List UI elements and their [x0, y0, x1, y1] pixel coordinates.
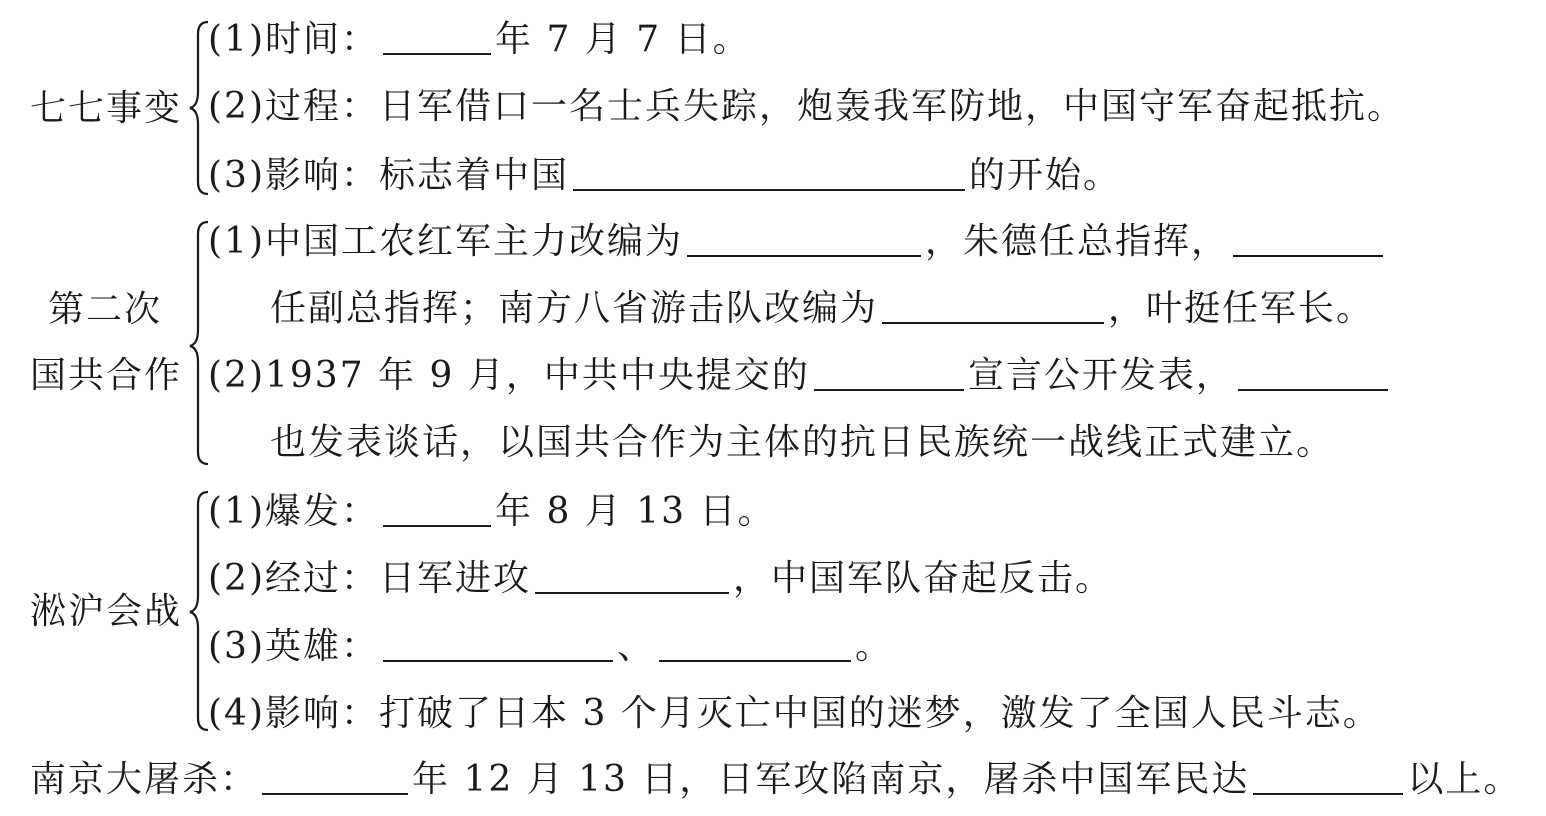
songhu-impact-text: (4)影响：打破了日本 3 个月灭亡中国的迷梦，激发了全国人民斗志。 — [208, 693, 1381, 734]
cooperation-item2-c: 也发表谈话，以国共合作为主体的抗日民族统一战线正式建立。 — [270, 422, 1335, 463]
songhu-item-outbreak — [208, 490, 776, 534]
songhu-heroes-label: (3)英雄： — [208, 626, 379, 667]
cooperation-item1-c: 任副总指挥；南方八省游击队改编为 — [270, 288, 879, 329]
qiqi-item-time — [208, 18, 751, 62]
songhu-item-course — [208, 557, 1113, 601]
blank-declaration-name[interactable] — [814, 355, 964, 391]
songhu-course-suffix: ，中国军队奋起反击。 — [733, 558, 1114, 599]
blank-new-fourth-army[interactable] — [882, 288, 1104, 324]
blank-eighth-route-army[interactable] — [687, 221, 921, 257]
qiqi-process-text: (2)过程：日军借口一名士兵失踪，炮轰我军防地，中国守军奋起抵抗。 — [208, 86, 1405, 127]
songhu-item-heroes — [208, 625, 893, 669]
topic-kmt-ccp-cooperation-line1: 第二次 — [48, 289, 163, 330]
qiqi-impact-suffix: 的开始。 — [969, 155, 1122, 196]
qiqi-time-date: 年 7 月 7 日。 — [495, 19, 751, 60]
nanjing-label: 南京大屠杀： — [30, 759, 259, 800]
topic-kmt-ccp-cooperation-line2: 国共合作 — [30, 355, 183, 396]
qiqi-item-process — [208, 85, 1405, 129]
songhu-outbreak-date: 年 8 月 13 日。 — [495, 491, 776, 532]
blank-speaker[interactable] — [1238, 355, 1388, 391]
blank-hero-2[interactable] — [659, 626, 851, 662]
songhu-outbreak-label: (1)爆发： — [208, 491, 379, 532]
blank-songhu-target[interactable] — [535, 558, 729, 594]
cooperation-item2-line2 — [270, 421, 1334, 465]
cooperation-item1-a: (1)中国工农红军主力改编为 — [208, 221, 683, 262]
cooperation-item2-line1 — [208, 354, 1392, 398]
cooperation-item1-d: ，叶挺任军长。 — [1108, 288, 1375, 329]
songhu-heroes-sep: 、 — [617, 626, 656, 667]
cooperation-item1-b: ，朱德任总指挥， — [925, 221, 1230, 262]
blank-qiqi-year[interactable] — [383, 19, 491, 55]
qiqi-impact-label: (3)影响：标志着中国 — [208, 155, 569, 196]
blank-songhu-year[interactable] — [383, 491, 491, 527]
blank-hero-1[interactable] — [383, 626, 613, 662]
songhu-item-impact — [208, 692, 1381, 736]
qiqi-item-impact — [208, 154, 1121, 198]
cooperation-item1-line1 — [208, 220, 1387, 264]
nanjing-text-a: 年 12 月 13 日，日军攻陷南京，屠杀中国军民达 — [412, 759, 1250, 800]
topic-songhu-battle: 淞沪会战 — [30, 591, 183, 632]
cooperation-item1-line2 — [270, 287, 1374, 331]
blank-deputy-commander[interactable] — [1233, 221, 1383, 257]
blank-death-toll[interactable] — [1253, 759, 1403, 795]
qiqi-time-label: (1)时间： — [208, 19, 379, 60]
blank-nanjing-year[interactable] — [262, 759, 408, 795]
cooperation-item2-b: 宣言公开发表， — [967, 355, 1234, 396]
blank-qiqi-impact[interactable] — [573, 155, 965, 191]
nanjing-text-b: 以上。 — [1407, 759, 1522, 800]
songhu-heroes-end: 。 — [855, 626, 894, 667]
songhu-course-label: (2)经过：日军进攻 — [208, 558, 531, 599]
cooperation-item2-a: (2)1937 年 9 月，中共中央提交的 — [208, 355, 810, 396]
nanjing-massacre-line — [30, 758, 1521, 802]
topic-qiqi-incident: 七七事变 — [30, 88, 183, 129]
